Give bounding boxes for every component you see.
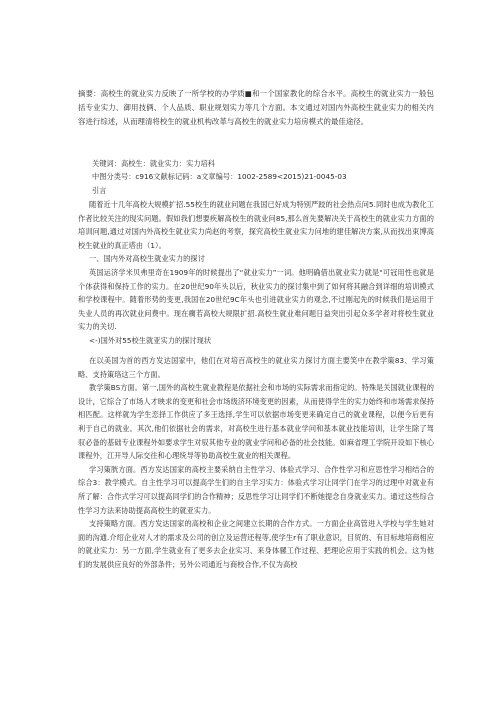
- abstract-text: 摘要：高校生的就业实力反映了一所学校的办学质■和一个国家教化的综合水平。高校生的就业实力一般包括专业实力、御用技俩、个人品质、职业规划实力等几个方面。本文通过对国内外高校生就业实力的相关内容进行综述，从而理清将校生的就业机构改革与高校生的就业实力培房模式的最佳途径。: [78, 89, 434, 127]
- body-section-1: [78, 198, 434, 348]
- classification-line: 中图分类号：c916文献标记码：a文章编号：1002-2589<2015)21-0045-03: [92, 172, 347, 182]
- learning-strategy-paragraph: 学习策胱方面。西方发达国家的高校主要采纳自主性学习、体验式学习、合作性学习和应思性学习相结合的综合3：教学模式。自主性学习可以提高学生们的自主学习实力：体验式学习让同学门在学习的过理中对就业有所了解：合作式学习可以提高同学们的合作精神；反思性学习让同学们不断她提念自身就业实力。通过这些综合性学习方法来协助提高高校生的就亚实力。: [78, 464, 434, 515]
- meta-section: [78, 157, 434, 197]
- subsection-paragraph: 在以美国为首的西方发达国家中，他们在对培百高校生的就业实力探讨方面主要笑中在教学策83、学习策略、支持策珞这三个方面。: [78, 356, 434, 379]
- keywords: 关键词：高校生：就业实力：实力培科: [92, 159, 216, 168]
- section-1-paragraph: 英国运济学米贝弗里奇在1909年的时候提出了“就业实力”一词。他明确借出就业实力就是"可冠用性也就是个体获得和保持工作的实力。在20世纪90年头以后，秋业实力的探讨集中到了如何将其融合到详细的培训模式和学校课程中。随着形势的变更,我国在20世纪9C年头也引进就业实力的观念,不过刚起先的时候我们是运用于失业人员的再次就业问费中。现在瘸若高校大规限扩招.高校生就业难问题日益突出引起众多学者对将校生就业实力的关切.: [78, 267, 434, 332]
- body-section-2: [78, 354, 434, 572]
- subsection-heading: <-)国外对55校生就亚实力的探讨现状: [89, 335, 212, 345]
- abstract-section: [78, 87, 434, 130]
- support-strategy-paragraph: 支持策略方面。西方发达国家的高校和企业之间建立长期的合作方式。一方面企业高管进入学校与学生她对面的沟通.介绍企业对人才的需求及公司的创立及运营还程等,使学生r有了职业意识，目贸的、有目标地培商相应的就业实力：另一方面,学生就业有了更多去企业实习、来身体骡工作过程、把理论应用于实践的机会。这为他们的发展供应良好的外部条件；另外公司通近与商校合作,不仅为高校: [78, 519, 434, 569]
- intro-heading: 引言: [92, 185, 107, 195]
- intro-paragraph: 随着近十几年高校大规模扩招.55校生的就业问题在我国已好成为特别严跤的社会热点问5.同时也成为教化工作者比较关注的现实问题。假如我们想要疾解高校生的就业问85,那么首先要解决关于高校生的就业实力方面的培训问题,通过对国内外高校生就业实力尚赵的考察，探究高校生就业实力问地的建佳解决方案,从而找出束博高校生就业的真正塔由（1）。: [78, 200, 434, 250]
- teaching-strategy-paragraph: 教学策BS方面。第一,国外的高校生就业教程是依据社会和市场的实际需求而指定的。特殊是关国就业课程的设计，它综合了市场人才映求的变更和社会市场级济环境变更的因素，从而使得学生的实力始终和市场需求保持相匹配。这样就为学生恋择工作供应了多王选择,学生可以依据市场变更来确定自己的就业课程，以便今后更有利于自己的就业。其次,他们依据社会的需求，对高校生进行基本就业学问和基本就业技能培训，让学生除了驾驭必备的基础专业课程外如要求学生对驭其他专业的就业学问和必备的社会技能。如麻省理工学院开设如下核心课程外，江开导人际交往和心理统导等协助高校生就业的相关课程。: [78, 383, 434, 461]
- section-heading-1: 一、国内外对高校生就业实力的探讨: [89, 254, 205, 264]
